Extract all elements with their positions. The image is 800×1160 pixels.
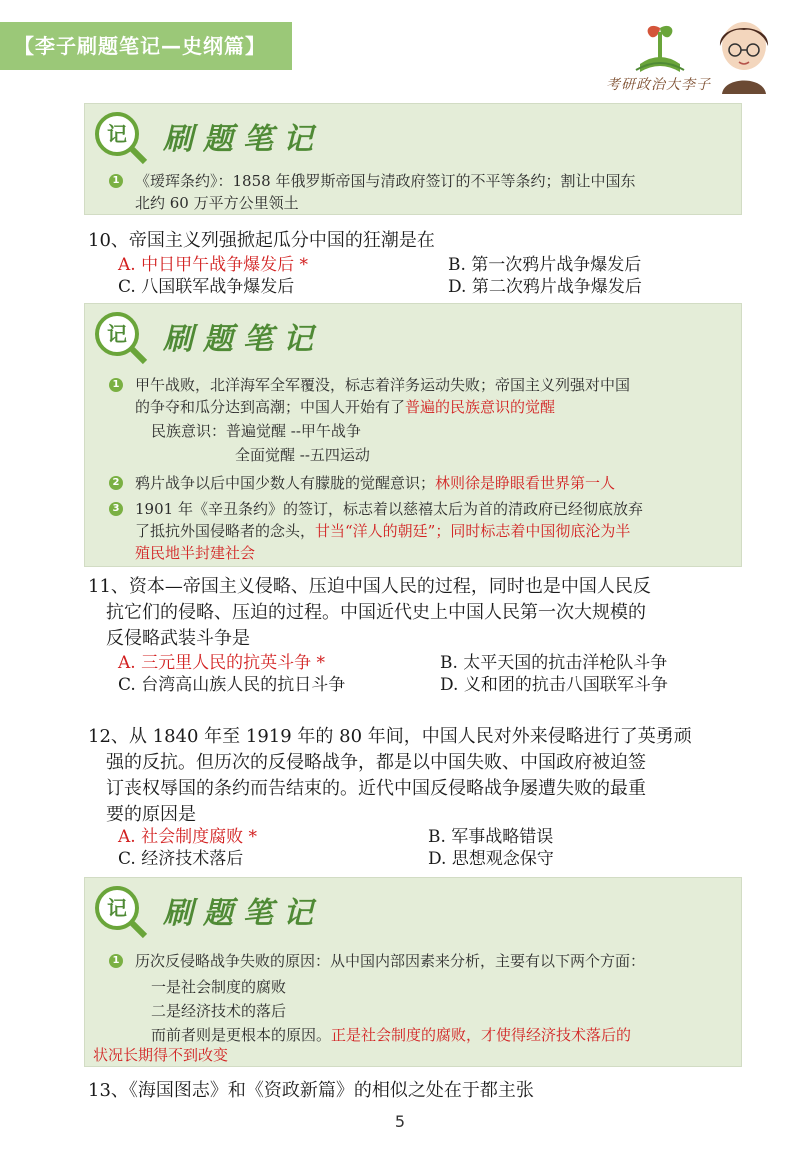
note-title: 刷题笔记	[163, 322, 323, 357]
svg-text:记: 记	[107, 322, 127, 346]
option-b: B. 军事战略错误	[428, 827, 554, 847]
header-banner: 【李子刷题笔记—史纲篇】	[0, 22, 292, 70]
note-box-3	[84, 877, 742, 1067]
tree-book-logo-icon	[610, 20, 710, 80]
option-a: A. 中日甲午战争爆发后 *	[118, 255, 308, 275]
note-box-2	[84, 303, 742, 567]
note-text: 《瑷珲条约》：1858 年俄罗斯帝国与清政府签订的不平等条约；割让中国东	[135, 172, 636, 190]
question-12-stem: 要的原因是	[106, 804, 196, 825]
note-magnifier-icon	[93, 110, 149, 166]
note-magnifier-icon	[93, 310, 149, 366]
bullet-2-icon: 2	[109, 476, 123, 490]
question-11-stem: 11、资本—帝国主义侵略、压迫中国人民的过程，同时也是中国人民反	[88, 576, 651, 597]
bullet-3-icon: 3	[109, 502, 123, 516]
note-text: 而前者则是更根本的原因。正是社会制度的腐败，才使得经济技术落后的	[151, 1026, 632, 1044]
option-c: C. 经济技术落后	[118, 849, 244, 869]
note-text: 历次反侵略战争失败的原因：从中国内部因素来分析，主要有以下两个方面：	[135, 952, 646, 970]
avatar	[712, 16, 776, 94]
note-text: 殖民地半封建社会	[135, 544, 256, 562]
logo-caption: 考研政治大李子	[606, 77, 711, 93]
note-header	[93, 110, 393, 158]
note-text: 甲午战败，北洋海军全军覆没，标志着洋务运动失败；帝国主义列强对中国	[135, 376, 631, 394]
note-text: 的争夺和瓜分达到高潮；中国人开始有了普遍的民族意识的觉醒	[135, 398, 556, 416]
page-number: 5	[394, 1112, 406, 1131]
option-b: B. 第一次鸦片战争爆发后	[448, 255, 642, 275]
bullet-1-icon: 1	[109, 174, 123, 188]
question-11-stem: 反侵略武装斗争是	[106, 628, 250, 649]
note-text: 一是社会制度的腐败	[151, 978, 287, 996]
note-text: 状况长期得不到改变	[93, 1046, 229, 1064]
bullet-1-icon: 1	[109, 378, 123, 392]
option-d: D. 第二次鸦片战争爆发后	[448, 277, 642, 297]
svg-text:记: 记	[107, 896, 127, 920]
note-text: 北约 60 万平方公里领土	[135, 194, 299, 212]
question-13-stem: 13、《海国图志》和《资政新篇》的相似之处在于都主张	[88, 1080, 534, 1101]
question-11-stem: 抗它们的侵略、压迫的过程。中国近代史上中国人民第一次大规模的	[106, 602, 646, 623]
note-text: 二是经济技术的落后	[151, 1002, 287, 1020]
option-d: D. 义和团的抗击八国联军斗争	[440, 675, 668, 695]
option-c: C. 台湾高山族人民的抗日斗争	[118, 675, 346, 695]
note-title: 刷题笔记	[163, 896, 323, 931]
question-12-stem: 订丧权辱国的条约而告结束的。近代中国反侵略战争屡遭失败的最重	[106, 778, 646, 799]
question-12-stem: 12、从 1840 年至 1919 年的 80 年间，中国人民对外来侵略进行了英勇顽	[88, 726, 692, 747]
option-c: C. 八国联军战争爆发后	[118, 277, 295, 297]
note-text: 全面觉醒 --五四运动	[235, 446, 370, 464]
question-10-stem: 10、帝国主义列强掀起瓜分中国的狂潮是在	[88, 230, 435, 251]
note-text: 鸦片战争以后中国少数人有朦胧的觉醒意识；林则徐是睁眼看世界第一人	[135, 474, 616, 492]
note-header	[93, 310, 393, 358]
option-a: A. 三元里人民的抗英斗争 *	[118, 653, 325, 673]
bullet-1-icon: 1	[109, 954, 123, 968]
option-d: D. 思想观念保守	[428, 849, 554, 869]
note-header	[93, 884, 393, 932]
option-b: B. 太平天国的抗击洋枪队斗争	[440, 653, 668, 673]
question-12-stem: 强的反抗。但历次的反侵略战争，都是以中国失败、中国政府被迫签	[106, 752, 646, 773]
note-text: 1901 年《辛丑条约》的签订，标志着以慈禧太后为首的清政府已经彻底放弃	[135, 500, 643, 518]
svg-text:记: 记	[107, 122, 127, 146]
note-magnifier-icon	[93, 884, 149, 940]
option-a: A. 社会制度腐败 *	[118, 827, 257, 847]
note-text: 了抵抗外国侵略者的念头，甘当“洋人的朝廷”；同时标志着中国彻底沦为半	[135, 522, 631, 540]
note-title: 刷题笔记	[163, 122, 323, 157]
note-text: 民族意识：普遍觉醒 --甲午战争	[151, 422, 361, 440]
note-box-1	[84, 103, 742, 215]
